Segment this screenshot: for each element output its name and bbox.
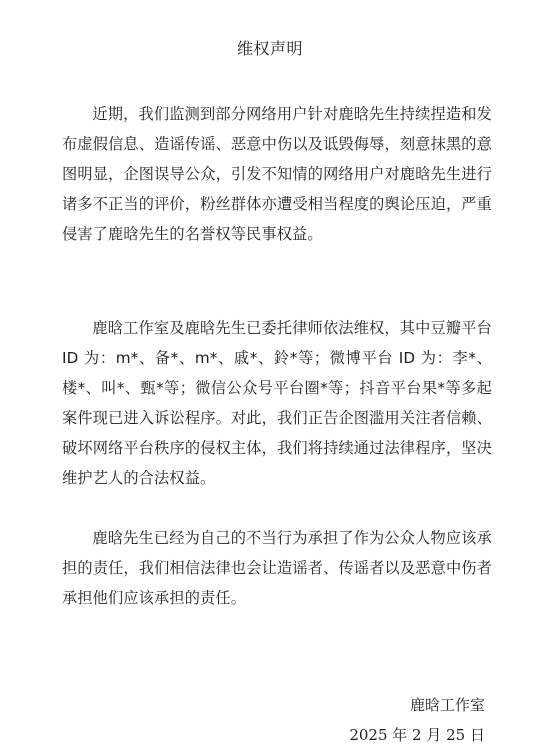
- signature: 鹿晗工作室: [409, 696, 485, 714]
- document-date: 2025 年 2 月 25 日: [349, 726, 485, 744]
- document-title: 维权声明: [236, 39, 303, 58]
- paragraph-1: 近期，我们监测到部分网络用户针对鹿晗先生持续捏造和发布虚假信息、造谣传谣、恶意中伤以及诋毁侮辱，刻意抹黑的意图明显，企图误导公众，引发不知情的网络用户对鹿晗先生进行诸多不正当的评价，粉丝群体亦遭受相当程度的舆论压迫，严重侵害了鹿晗先生的名誉权等民事权益。: [62, 105, 492, 243]
- paragraph-3: 鹿晗先生已经为自己的不当行为承担了作为公众人物应该承担的责任，我们相信法律也会让造谣者、传谣者以及恶意中伤者承担他们应该承担的责任。: [62, 529, 492, 607]
- paragraph-2: 鹿晗工作室及鹿晗先生已委托律师依法维权，其中豆瓣平台 ID 为：m*、备*、m*、戚*、鈴*等；微博平台 ID 为：李*、楼*、叫*、甄*等；微信公众号平台圈*等；抖音平台果*等多起案件现已进入诉讼程序。对此，我们正告企图滥用关注者信赖、破坏网络平台秩序的侵权主体，我们将持续通过法律程序，坚决维护艺人的合法权益。: [62, 319, 492, 487]
